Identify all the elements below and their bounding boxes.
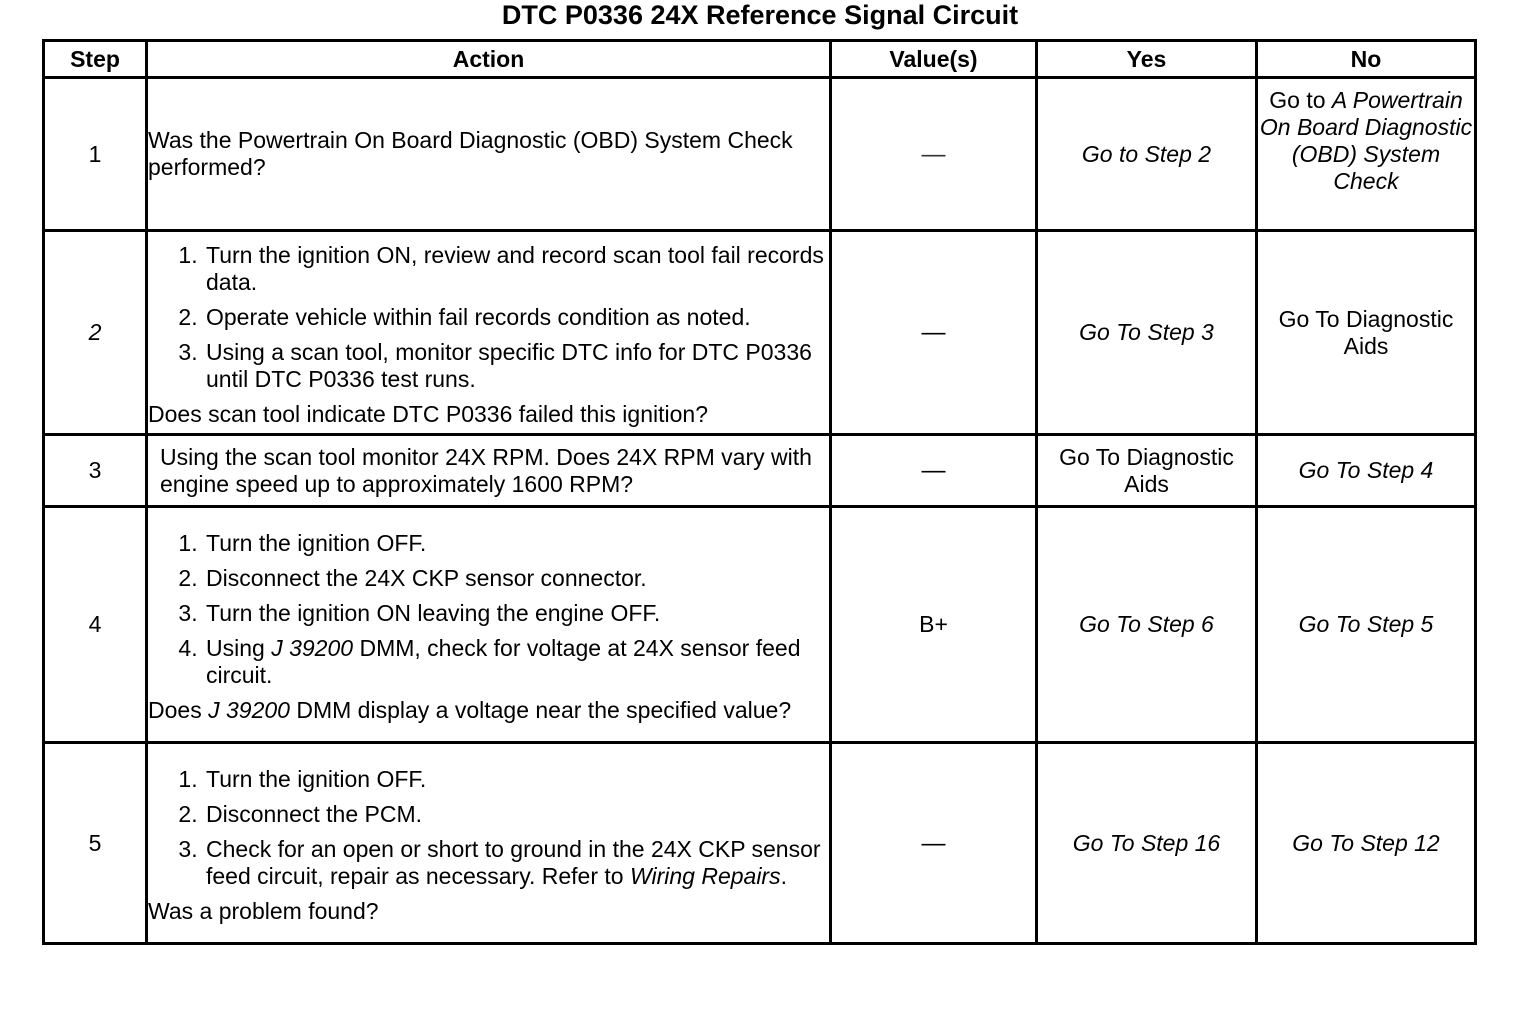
no-text: Go To Diagnostic Aids [1278,305,1454,359]
yes-cell [1037,231,1257,435]
no-cell [1257,78,1476,231]
list-item [204,635,829,689]
table-row [44,78,1476,231]
step-number: 3 [44,435,147,507]
table-row [44,231,1476,435]
value-text: — [921,140,946,168]
step-number: 5 [44,743,147,944]
dtc-table [42,39,1477,945]
step-number: 2 [44,231,147,435]
value-cell [831,743,1037,944]
no-text-link: A Powertrain On Board Diagnostic (OBD) System Check [1259,87,1473,194]
action-question [148,697,829,724]
action-question: Was a problem found? [148,897,379,924]
action-text: Using the scan tool monitor 24X RPM. Does 24X RPM vary with engine speed up to approximately 1600 RPM? [160,443,812,497]
step-number: 4 [44,507,147,743]
action-cell [147,743,831,944]
question-suffix: DMM display a voltage near the specified value? [289,696,792,723]
yes-text: Go To Step 6 [1079,611,1214,637]
list-item: 2. Disconnect the 24X CKP sensor connector. [204,565,829,592]
yes-text: Go To Step 3 [1079,319,1214,345]
yes-text: Go To Step 16 [1072,829,1221,856]
page-title: DTC P0336 24X Reference Signal Circuit [501,0,1019,30]
step-number: 1 [44,78,147,231]
value-cell [831,231,1037,435]
yes-cell [1037,78,1257,231]
yes-cell [1037,435,1257,507]
yes-cell [1037,507,1257,743]
list-item: 2. Disconnect the PCM. [204,801,829,828]
value-text: — [921,829,946,857]
list-item: 3. Turn the ignition ON leaving the engine OFF. [204,600,829,627]
action-steps-list [148,530,829,689]
value-text: — [921,457,946,484]
no-cell [1257,743,1476,944]
table-row [44,507,1476,743]
list-item [204,836,829,890]
item-text: Check for an open or short to ground in the 24X CKP sensor feed circuit, repair as necessary. Refer to [206,835,821,889]
item-text-suffix: . [780,862,787,889]
no-cell [1257,435,1476,507]
no-text: Go To Step 12 [1292,829,1440,856]
question-prefix: Does [148,696,209,723]
action-question: Does scan tool indicate DTC P0336 failed this ignition? [148,400,708,427]
header-no: No [1257,41,1476,78]
list-item: 3. Using a scan tool, monitor specific DTC info for DTC P0336 until DTC P0336 test runs. [204,339,829,393]
value-cell [831,507,1037,743]
table-row [44,435,1476,507]
action-steps-list [148,242,829,393]
header-step: Step [44,41,147,78]
action-cell [147,231,831,435]
list-item: 1. Turn the ignition ON, review and record scan tool fail records data. [204,242,829,296]
header-yes: Yes [1037,41,1257,78]
no-text: Go To Step 4 [1298,457,1434,483]
table-row [44,743,1476,944]
yes-text: Go To Diagnostic Aids [1059,443,1234,497]
no-cell [1257,231,1476,435]
no-text-prefix: Go to [1269,87,1332,113]
table-header-row [44,41,1476,78]
yes-cell [1037,743,1257,944]
action-cell [147,435,831,507]
wiring-repairs-reference: Wiring Repairs [629,862,781,889]
tool-reference: J 39200 [208,696,290,723]
header-values: Value(s) [831,41,1037,78]
action-text: Was the Powertrain On Board Diagnostic (OBD) System Check performed? [148,127,793,180]
item-text-suffix: DMM, check for voltage at 24X sensor feed circuit. [206,634,801,688]
yes-text: Go to Step 2 [1081,140,1212,167]
no-text: Go To Step 5 [1298,611,1434,637]
action-cell [147,78,831,231]
action-cell [147,507,831,743]
item-text-prefix: Using [206,634,272,661]
action-steps-list [148,766,829,890]
value-text: B+ [919,611,948,637]
tool-reference: J 39200 [271,634,354,661]
value-cell [831,435,1037,507]
list-item: 2. Operate vehicle within fail records condition as noted. [204,304,829,331]
list-item: 1. Turn the ignition OFF. [204,530,829,557]
value-cell [831,78,1037,231]
header-action: Action [147,41,831,78]
no-cell [1257,507,1476,743]
list-item: 1. Turn the ignition OFF. [204,766,829,793]
value-text: — [921,319,946,346]
